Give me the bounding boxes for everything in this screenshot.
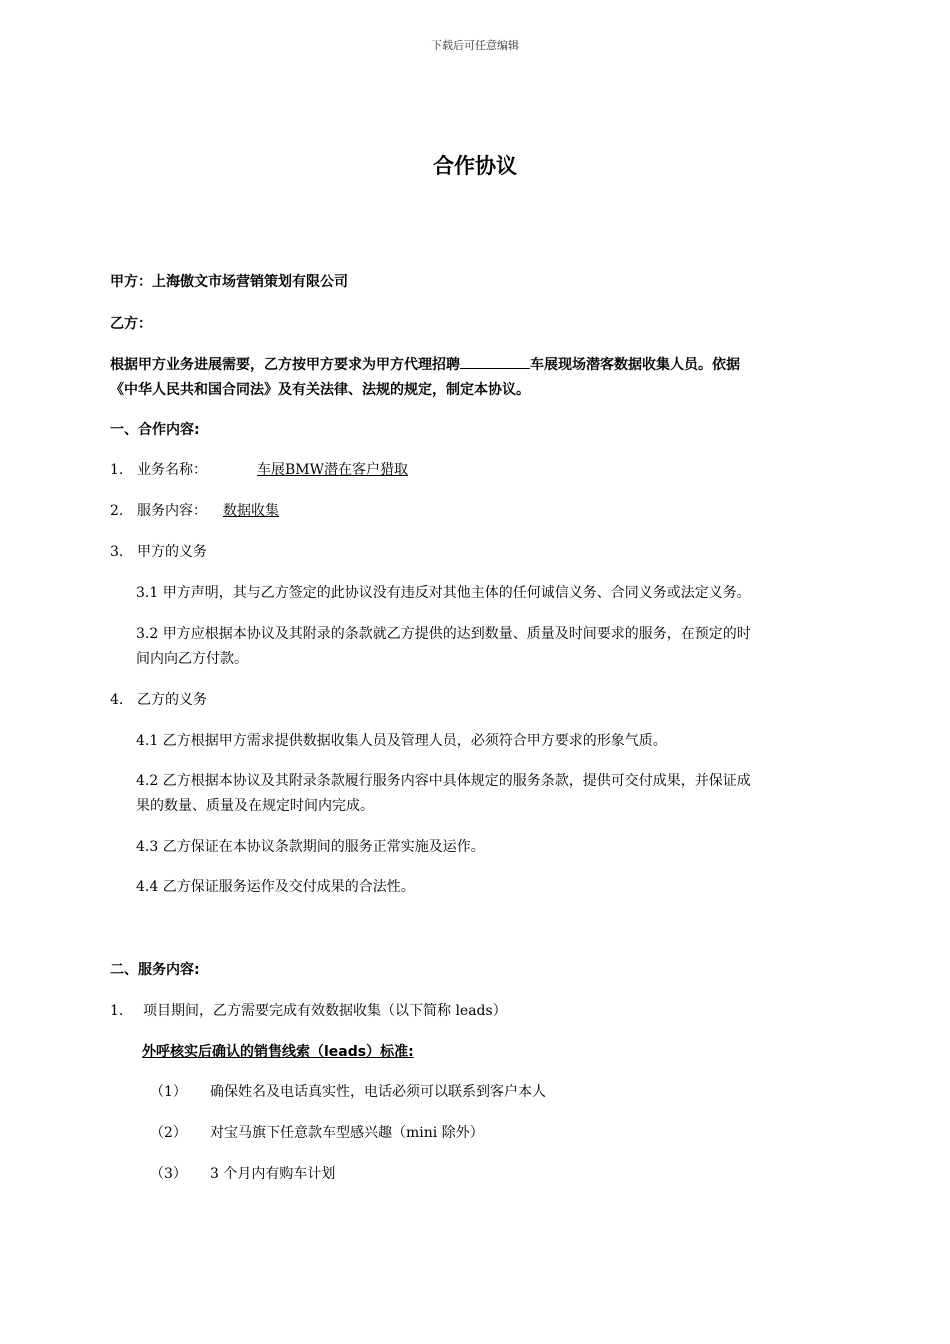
item-label: 乙方的义务: [137, 692, 207, 708]
item-number: 4.: [110, 692, 124, 708]
clause-4-1: 4.1 乙方根据甲方需求提供数据收集人员及管理人员，必须符合甲方要求的形象气质。: [136, 733, 667, 749]
party-a: 甲方：上海傲文市场营销策划有限公司: [110, 274, 348, 290]
item-number: 2.: [110, 503, 124, 519]
intro-part3: 《中华人民共和国合同法》及有关法律、法规的规定，制定本协议。: [110, 382, 530, 398]
clause-4-2: 4.2 乙方根据本协议及其附录条款履行服务内容中具体规定的服务条款，提供可交付成果，并保证成 果的数量、质量及在规定时间内完成。: [136, 773, 751, 814]
leads-standard-heading: 外呼核实后确认的销售线索（leads）标准:: [142, 1044, 414, 1060]
section1-item1: [110, 458, 850, 483]
section1-item4: [110, 688, 850, 713]
item-number: 1.: [110, 1003, 124, 1019]
intro-part1: 根据甲方业务进展需要，乙方按甲方要求为甲方代理招聘: [110, 357, 460, 373]
item-number: 1.: [110, 462, 124, 478]
intro-part2: 车展现场潜客数据收集人员。依据: [530, 357, 740, 373]
item-label: 服务内容：: [137, 503, 207, 519]
section2-item1: [110, 999, 850, 1024]
document-title: 合作协议: [433, 154, 517, 178]
criteria-item: （2） 对宝马旗下任意款车型感兴趣（mini 除外）: [150, 1125, 484, 1141]
section2-heading: 二、服务内容:: [110, 962, 200, 978]
criteria-item: （1） 确保姓名及电话真实性，电话必须可以联系到客户本人: [150, 1084, 546, 1100]
criteria-item: （3） 3 个月内有购车计划: [150, 1166, 336, 1182]
clause-3-1: 3.1 甲方声明，其与乙方签定的此协议没有违反对其他主体的任何诚信义务、合同义务或法定义务。: [136, 585, 751, 601]
clause-4-4: 4.4 乙方保证服务运作及交付成果的合法性。: [136, 879, 415, 895]
item-number: 3.: [110, 544, 124, 560]
header-note: 下载后可任意编辑: [431, 39, 519, 52]
clause-3-2: 3.2 甲方应根据本协议及其附录的条款就乙方提供的达到数量、质量及时间要求的服务，在预定的时 间内向乙方付款。: [136, 626, 751, 667]
service-content-value: 数据收集: [223, 503, 279, 519]
section1-item3: [110, 540, 850, 565]
clause-4-3: 4.3 乙方保证在本协议条款期间的服务正常实施及运作。: [136, 839, 485, 855]
item-label: 甲方的义务: [137, 544, 207, 560]
item-label: 业务名称：: [137, 462, 207, 478]
intro-blank: [460, 352, 530, 369]
party-b: 乙方：: [110, 316, 152, 332]
intro-paragraph: [110, 352, 850, 403]
section1-heading: 一、合作内容:: [110, 422, 200, 438]
section1-item2: [110, 499, 850, 524]
item-text: 项目期间，乙方需要完成有效数据收集（以下简称 leads）: [143, 1003, 507, 1019]
business-name-value: 车展BMW潜在客户猎取: [257, 462, 409, 478]
